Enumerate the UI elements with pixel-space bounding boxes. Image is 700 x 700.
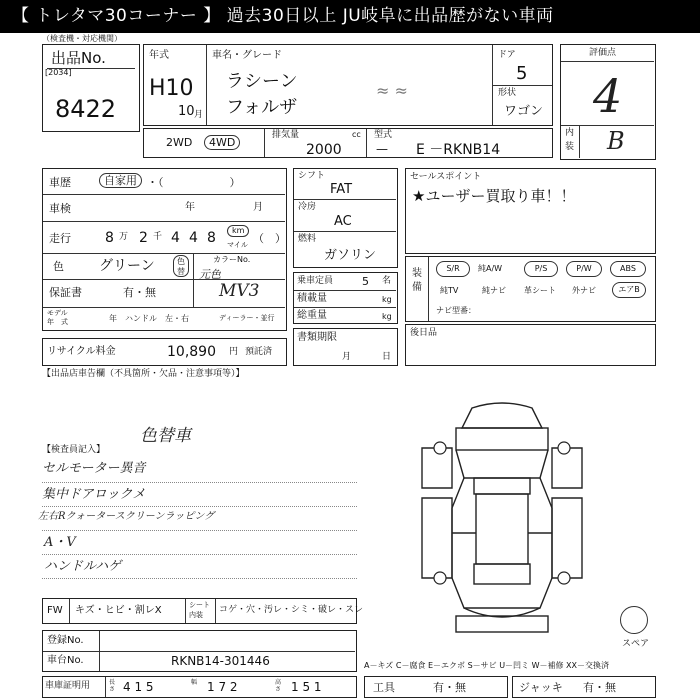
inspector-title: 色替車 — [140, 426, 191, 446]
equip-tv: 純TV — [440, 286, 459, 295]
expiry-day: 日 — [382, 352, 392, 362]
door-value: 5 — [516, 63, 528, 84]
inspection-label: 車検 — [49, 202, 71, 215]
chassis-label: 車台No. — [47, 655, 84, 666]
history-rest: ・（ ） — [147, 176, 241, 189]
mileage-unit-mile: マイル — [227, 241, 248, 249]
cert-length: 4 1 5 — [123, 680, 154, 694]
color-code-original: 元色 — [199, 268, 221, 281]
score-value: 4 — [593, 69, 623, 123]
mileage-label: 走行 — [49, 232, 71, 245]
sales-label: セールスポイント — [410, 172, 482, 182]
inspector-line-2: 集中ドアロックメ — [42, 487, 146, 502]
ac-label: 冷房 — [298, 202, 317, 212]
model-name: ラシーン — [226, 71, 298, 92]
mileage-u2: 千 — [153, 232, 163, 242]
warranty-value: 有・無 — [123, 286, 156, 299]
tools-label: 工具 — [373, 681, 395, 694]
later-label: 後日品 — [410, 328, 438, 338]
equip-aw: 純A/W — [478, 264, 503, 273]
expiry-month: 月 — [342, 352, 352, 362]
fw-label: FW — [47, 605, 63, 616]
equip-pw: P/W — [566, 261, 602, 277]
color-code: MV3 — [219, 281, 260, 301]
chassis-number: RKNB14-301446 — [171, 654, 270, 668]
cert-height: 1 5 1 — [291, 680, 322, 694]
color-code-label: カラーNo. — [213, 255, 251, 264]
model-grade: フォルザ — [226, 97, 298, 118]
cert-label: 車庫証明用 — [45, 681, 91, 691]
displacement-unit: cc — [352, 130, 361, 139]
seat-label-2: 内装 — [189, 611, 203, 619]
inspector-line-4: A・V — [44, 535, 76, 550]
inspector-label: 【検査員記入】 — [42, 445, 106, 455]
mileage-d1: 8 — [105, 230, 114, 246]
load-unit: kg — [382, 295, 392, 304]
cert-height-label: 高さ — [275, 679, 282, 693]
spare-tire-icon — [620, 606, 648, 634]
mileage-unit-km: km — [227, 225, 249, 237]
recycle-label: リサイクル料金 — [47, 346, 116, 357]
mileage-d4: 4 — [189, 230, 198, 246]
mileage-d5: 8 — [207, 230, 216, 246]
type-label: 型式 — [374, 130, 393, 140]
mileage-d2: 2 — [139, 230, 148, 246]
type-value: E －RKNB14 — [416, 142, 501, 158]
model-label: 車名・グレード — [212, 50, 282, 61]
inspection-month: 月 — [253, 202, 263, 213]
cert-box — [42, 676, 357, 698]
history-box — [42, 168, 287, 331]
expiry-box — [293, 328, 398, 366]
cert-width: 1 7 2 — [207, 680, 238, 694]
model-scribble: ≈ ≈ — [376, 81, 408, 100]
model-year-dealer: ディーラー・並行 — [219, 314, 275, 322]
interior-label-1: 内 — [565, 128, 575, 138]
recycle-box — [42, 338, 287, 366]
displacement-label: 排気量 — [272, 130, 300, 140]
gross-label: 総重量 — [297, 310, 327, 321]
color-repaint-mark: 色替 — [173, 255, 189, 277]
jack-value: 有・無 — [583, 681, 616, 694]
shift-value: FAT — [330, 182, 353, 197]
drive-4wd: 4WD — [204, 135, 240, 150]
seat-label-1: シート — [189, 601, 210, 609]
mileage-paren: （ ） — [253, 232, 286, 245]
equip-leather: 革シート — [524, 286, 556, 295]
score-label: 評価点 — [589, 48, 617, 58]
model-year-label-2: 年 式 — [47, 318, 68, 326]
tools-box — [364, 676, 508, 698]
capacity-label: 乗車定員 — [297, 276, 334, 286]
inspector-line-5: ハンドルハゲ — [44, 559, 122, 574]
equip-sr: S/R — [436, 261, 470, 277]
equipment-box — [405, 256, 656, 322]
cert-width-label: 幅 — [191, 679, 198, 686]
warranty-label: 保証書 — [49, 286, 82, 299]
capacity-value: 5 — [362, 275, 369, 288]
fuel-label: 燃料 — [298, 234, 317, 244]
spec-row — [143, 128, 553, 158]
registration-box — [42, 630, 357, 672]
displacement-value: 2000 — [306, 142, 342, 158]
fw-items: キズ・ヒビ・割レX — [75, 605, 162, 616]
year-month: 10 — [178, 104, 195, 119]
equipment-label: 装備 — [412, 268, 422, 293]
seat-items: コゲ・穴・汚レ・シミ・破レ・スレ — [219, 605, 364, 615]
lot-number: 8422 — [55, 95, 117, 123]
year-month-unit: 月 — [194, 110, 204, 120]
defect-note: 【出品店車告欄（不具箇所・欠品・注意事項等）】 — [42, 369, 245, 379]
capacity-unit: 名 — [382, 276, 392, 286]
color-value: グリーン — [99, 258, 155, 274]
fuel-value: ガソリン — [324, 248, 377, 263]
ac-value: AC — [334, 214, 352, 229]
year-era: H10 — [149, 76, 194, 101]
top-banner: 【 トレタマ30コーナー 】 過去30日以上 JU岐阜に出品歴がない車両 — [0, 0, 700, 33]
sales-value: ★ユーザー買取り車！！ — [412, 187, 576, 205]
spare-label: スペア — [622, 639, 650, 649]
registration-label: 登録No. — [47, 635, 84, 646]
tools-value: 有・無 — [433, 681, 466, 694]
lot-box — [42, 44, 140, 132]
score-box — [560, 44, 656, 160]
equip-navi: 純ナビ — [482, 286, 506, 295]
drive-2wd: 2WD — [166, 136, 193, 149]
inspector-line-1: セルモーター異音 — [42, 461, 146, 476]
jack-box — [512, 676, 656, 698]
damage-legend: A－キズ C－腐食 E－エクボ S－サビ U－凹ミ W－補修 XX－交換済 — [364, 661, 610, 670]
expiry-label: 書類期限 — [297, 332, 337, 343]
shape-value: ワゴン — [504, 104, 544, 119]
lot-tag: [2034] — [45, 68, 72, 77]
lot-label: 出品No. — [51, 49, 106, 67]
recycle-value: 10,890 — [167, 344, 216, 360]
jack-label: ジャッキ — [519, 681, 563, 694]
load-label: 積載量 — [297, 293, 327, 304]
later-box — [405, 324, 656, 366]
car-diagram — [412, 388, 592, 638]
year-label: 年式 — [149, 50, 169, 61]
mileage-d3: 4 — [171, 230, 180, 246]
interior-label-2: 装 — [565, 142, 575, 152]
sales-box — [405, 168, 656, 254]
shape-label: 形状 — [498, 88, 517, 98]
color-label: 色 — [53, 260, 64, 273]
history-value: 自家用 — [99, 173, 142, 188]
equip-airbag: エアB — [612, 282, 646, 298]
model-year-label-1: モデル — [47, 309, 68, 317]
capacity-box — [293, 272, 398, 324]
gross-unit: kg — [382, 312, 392, 321]
subnote: （検査機・対応機関） — [42, 34, 122, 43]
equip-ext-navi: 外ナビ — [572, 286, 596, 295]
equip-navi-model: ナビ型番： — [436, 306, 476, 315]
model-year-year: 年 — [109, 314, 117, 323]
mileage-u1: 万 — [119, 232, 129, 242]
door-label: ドア — [498, 50, 516, 60]
cert-length-label: 長さ — [109, 679, 116, 693]
inspection-year: 年 — [185, 202, 195, 213]
history-label: 車歴 — [49, 176, 71, 189]
fw-box — [42, 598, 364, 624]
recycle-unit: 円 — [229, 347, 239, 357]
type-dash: — — [376, 142, 388, 156]
drivetrain-box — [293, 168, 398, 268]
vehicle-info-box — [143, 44, 553, 126]
equip-abs: ABS — [610, 261, 646, 277]
interior-value: B — [607, 127, 625, 155]
equip-ps: P/S — [524, 261, 558, 277]
model-year-handle: ハンドル — [125, 314, 157, 323]
inspector-line-3: 左右Rクォータースクリーンラッピング — [38, 511, 215, 522]
recycle-note: 預託済 — [245, 347, 273, 357]
shift-label: シフト — [298, 171, 326, 181]
model-year-lr: 左・右 — [165, 314, 189, 323]
